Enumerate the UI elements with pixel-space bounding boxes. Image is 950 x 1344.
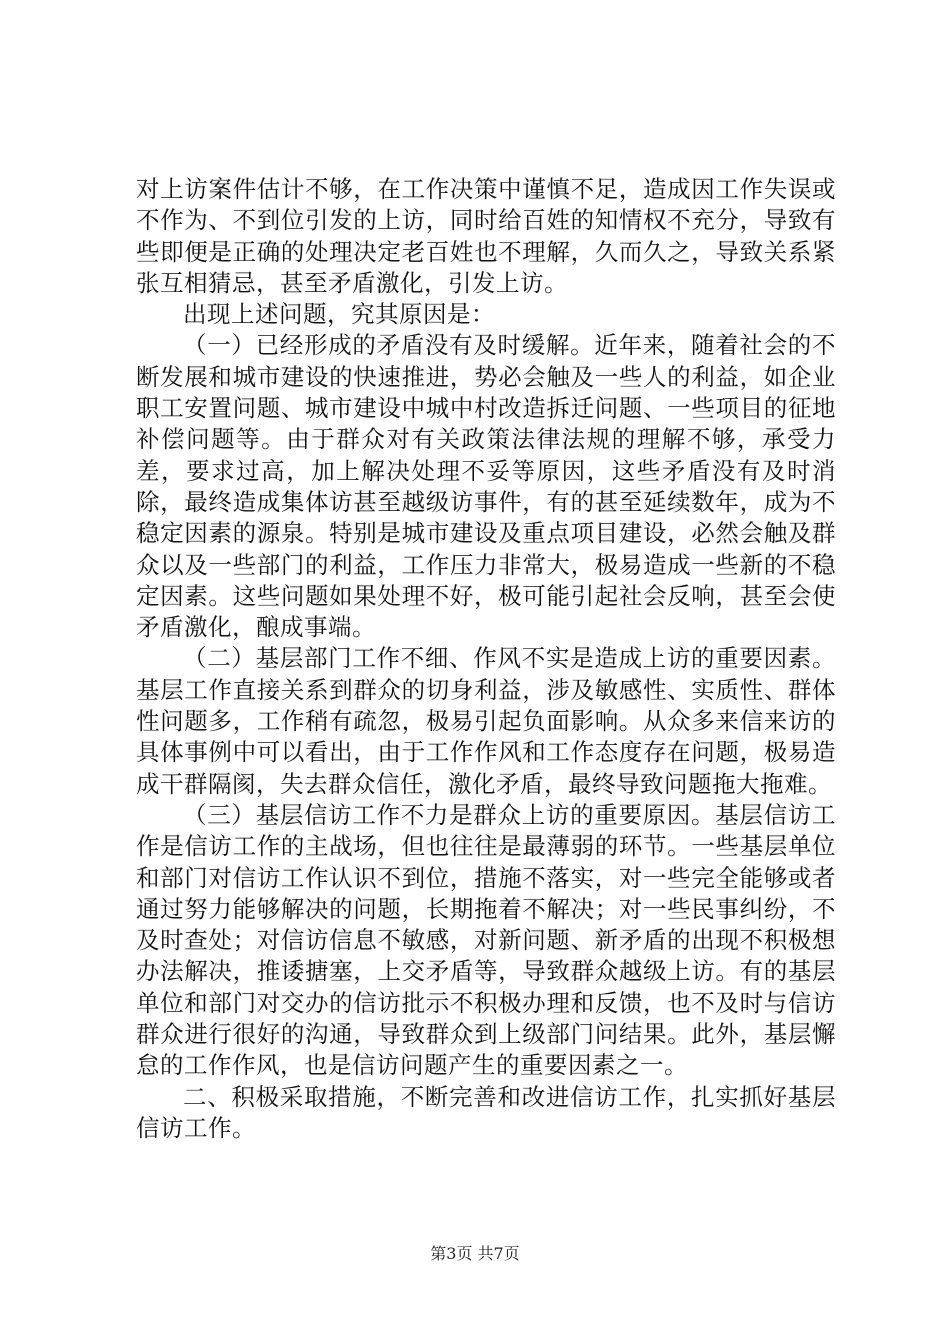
paragraph-cause-intro: 出现上述问题，究其原因是： bbox=[183, 300, 495, 329]
section-heading-two: 二、积极采取措施，不断完善和改进信访工作，扎实抓好基层信访工作。 bbox=[136, 1082, 836, 1142]
paragraph-cause-three: （三）基层信访工作不力是群众上访的重要原因。基层信访工作是信访工作的主战场，但也往往是最薄弱的环节。一些基层单位和部门对信访工作认识不到位，措施不落实，对一些完全能够或者通过努力能够解决的问题，长期拖着不解决；对一些民事纠纷，不及时查处；对信访信息不敏感，对新问题、新矛盾的出现不积极想办法解决，推诿搪塞，上交矛盾等，导致群众越级上访。有的基层单位和部门对交办的信访批示不积极办理和反馈，也不及时与信访群众进行很好的沟通，导致群众到上级部门问结果。此外，基层懈怠的工作作风，也是信访问题产生的重要因素之一。 bbox=[136, 800, 836, 1080]
paragraph-cause-two: （二）基层部门工作不细、作风不实是造成上访的重要因素。基层工作直接关系到群众的切身利益，涉及敏感性、实质性、群体性问题多，工作稍有疏忽，极易引起负面影响。从众多来信来访的具体事例中可以看出，由于工作作风和工作态度存在问题，极易造成干群隔阂，失去群众信任，激化矛盾，最终导致问题拖大拖难。 bbox=[136, 644, 836, 798]
paragraph-continuation: 对上访案件估计不够，在工作决策中谨慎不足，造成因工作失误或不作为、不到位引发的上访，同时给百姓的知情权不充分，导致有些即便是正确的处理决定老百姓也不理解，久而久之，导致关系紧张互相猜忌，甚至矛盾激化，引发上访。 bbox=[136, 175, 836, 297]
page-number-footer: 第3页 共7页 bbox=[430, 1244, 520, 1263]
paragraph-cause-one: （一）已经形成的矛盾没有及时缓解。近年来，随着社会的不断发展和城市建设的快速推进，势必会触及一些人的利益，如企业职工安置问题、城市建设中城中村改造拆迁问题、一些项目的征地补偿问题等。由于群众对有关政策法律法规的理解不够，承受力差，要求过高，加上解决处理不妥等原因，这些矛盾没有及时消除，最终造成集体访甚至越级访事件，有的甚至延续数年，成为不稳定因素的源泉。特别是城市建设及重点项目建设，必然会触及群众以及一些部门的利益，工作压力非常大，极易造成一些新的不稳定因素。这些问题如果处理不好，极可能引起社会反响，甚至会使矛盾激化，酿成事端。 bbox=[136, 331, 836, 642]
document-body bbox=[136, 174, 836, 1144]
